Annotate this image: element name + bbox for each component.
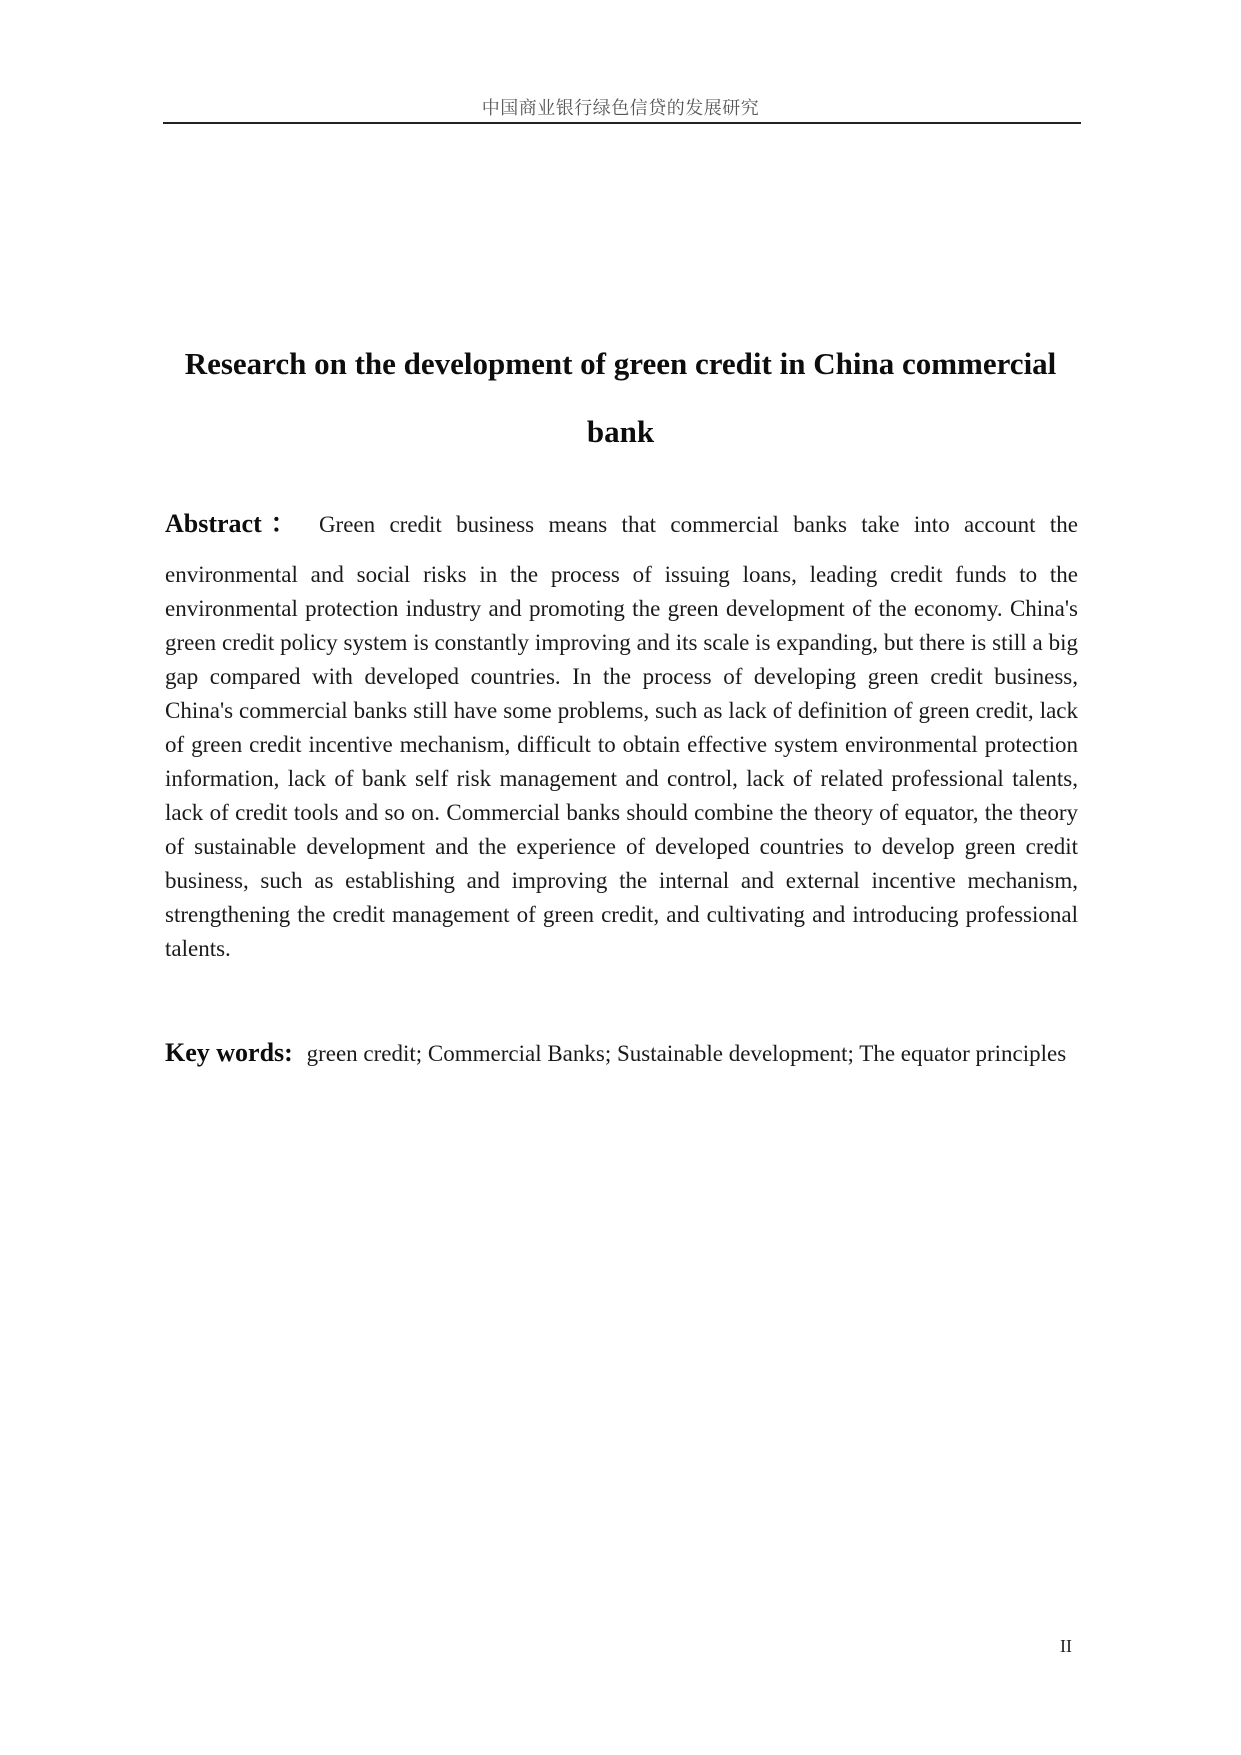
abstract-first-line: [165, 507, 1078, 542]
running-header: 中国商业银行绿色信贷的发展研究: [481, 98, 760, 119]
header-divider: [163, 122, 1081, 124]
abstract-body: environmental and social risks in the process of issuing loans, leading credit funds to the environmental protection industry and promoting the green development of the economy. China's green credit policy system is constantly improving and its scale is expanding, but there is still a big gap compared with developed countries. In the process of developing green credit business, China's commercial banks still have some problems, such as lack of definition of green credit, lack of green credit incentive mechanism, difficult to obtain effective system environmental protection information, lack of bank self risk management and control, lack of related professional talents, lack of credit tools and so on. Commercial banks should combine the theory of equator, the theory of sustainable development and the experience of developed countries to develop green credit business, such as establishing and improving the internal and external incentive mechanism, strengthening the credit management of green credit, and cultivating and introducing professional talents.: [165, 562, 1078, 961]
page-number: II: [1060, 1636, 1072, 1656]
paper-title: Research on the development of green credit in China commercial bank: [184, 346, 1057, 449]
abstract-label: Abstract：: [165, 509, 305, 538]
keywords-label: Key words:: [165, 1038, 293, 1067]
keywords-paragraph: [165, 1036, 1078, 1071]
abstract-first-line-text: Green credit business means that commercial banks take into account the: [318, 512, 1078, 537]
keywords-text: green credit; Commercial Banks; Sustainable development; The equator principles: [306, 1041, 1067, 1066]
